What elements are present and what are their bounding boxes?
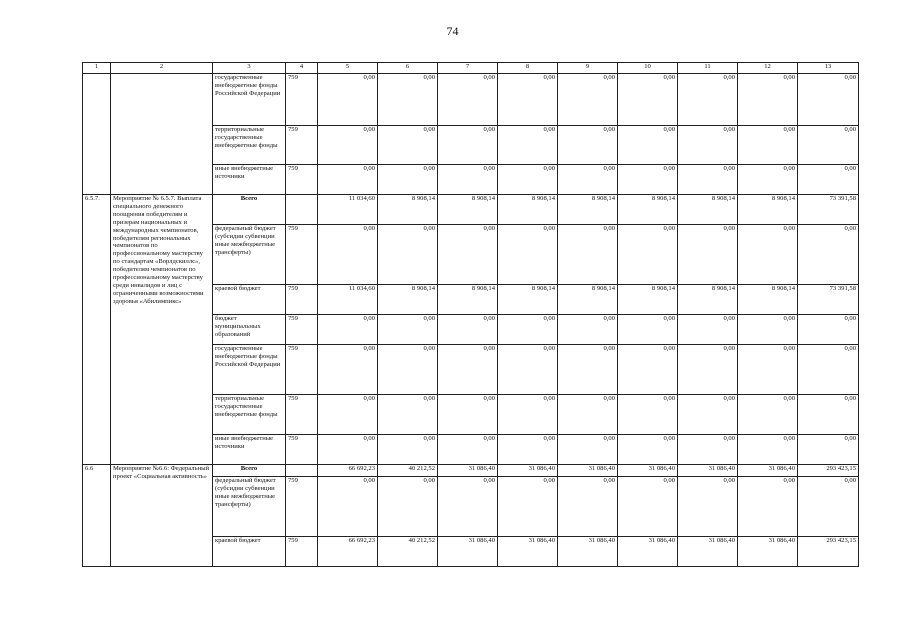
amount-cell: 66 692,23: [318, 465, 378, 477]
amount-cell: 0,00: [558, 395, 618, 435]
amount-cell: 0,00: [798, 435, 859, 465]
amount-cell: 293 423,15: [798, 465, 859, 477]
amount-cell: 0,00: [438, 74, 498, 126]
column-header: 1: [83, 63, 111, 74]
amount-cell: 0,00: [378, 225, 438, 285]
column-header: 4: [286, 63, 318, 74]
table-row: [83, 195, 859, 225]
amount-cell: 0,00: [798, 477, 859, 537]
admin-code: [286, 195, 318, 225]
amount-cell: 0,00: [318, 477, 378, 537]
amount-cell: 0,00: [618, 315, 678, 345]
admin-code: 759: [286, 74, 318, 126]
amount-cell: 0,00: [798, 315, 859, 345]
amount-cell: 0,00: [738, 477, 798, 537]
amount-cell: 0,00: [378, 435, 438, 465]
amount-cell: 0,00: [498, 435, 558, 465]
amount-cell: 0,00: [378, 126, 438, 165]
amount-cell: 0,00: [558, 477, 618, 537]
amount-cell: 0,00: [738, 395, 798, 435]
amount-cell: 0,00: [498, 225, 558, 285]
amount-cell: 8 908,14: [498, 195, 558, 225]
amount-cell: 0,00: [558, 126, 618, 165]
amount-cell: 0,00: [738, 225, 798, 285]
amount-cell: 0,00: [318, 315, 378, 345]
amount-cell: 0,00: [498, 126, 558, 165]
admin-code: 759: [286, 126, 318, 165]
admin-code: 759: [286, 165, 318, 195]
amount-cell: 0,00: [618, 126, 678, 165]
admin-code: 759: [286, 315, 318, 345]
amount-cell: 0,00: [678, 74, 738, 126]
admin-code: 759: [286, 395, 318, 435]
amount-cell: 0,00: [498, 74, 558, 126]
column-header: 6: [378, 63, 438, 74]
amount-cell: 0,00: [438, 477, 498, 537]
amount-cell: 0,00: [798, 74, 859, 126]
amount-cell: 0,00: [558, 435, 618, 465]
amount-cell: 40 212,52: [378, 465, 438, 477]
amount-cell: 0,00: [378, 345, 438, 395]
funding-source: краевой бюджет: [213, 285, 286, 315]
amount-cell: 293 423,15: [798, 537, 859, 567]
amount-cell: 31 086,40: [498, 465, 558, 477]
admin-code: 759: [286, 225, 318, 285]
amount-cell: 0,00: [618, 395, 678, 435]
amount-cell: 0,00: [438, 225, 498, 285]
amount-cell: 0,00: [318, 126, 378, 165]
amount-cell: 8 908,14: [618, 195, 678, 225]
amount-cell: 0,00: [798, 395, 859, 435]
amount-cell: 31 086,40: [618, 465, 678, 477]
amount-cell: 0,00: [438, 345, 498, 395]
amount-cell: 0,00: [318, 435, 378, 465]
admin-code: [286, 465, 318, 477]
amount-cell: 8 908,14: [618, 285, 678, 315]
amount-cell: 0,00: [498, 345, 558, 395]
amount-cell: 31 086,40: [438, 465, 498, 477]
column-header: 2: [111, 63, 213, 74]
amount-cell: 0,00: [678, 395, 738, 435]
amount-cell: 0,00: [438, 315, 498, 345]
amount-cell: 0,00: [738, 165, 798, 195]
amount-cell: 11 034,60: [318, 285, 378, 315]
funding-source: государственные внебюджетные фонды Российской Федерации: [213, 74, 286, 126]
column-header: 5: [318, 63, 378, 74]
column-header: 8: [498, 63, 558, 74]
amount-cell: 0,00: [498, 315, 558, 345]
funding-source: Всего: [213, 195, 286, 225]
amount-cell: 0,00: [678, 225, 738, 285]
column-header: 7: [438, 63, 498, 74]
amount-cell: 31 086,40: [558, 537, 618, 567]
budget-table: [82, 62, 859, 567]
amount-cell: 0,00: [618, 165, 678, 195]
table-row: [83, 74, 859, 126]
amount-cell: 0,00: [618, 477, 678, 537]
amount-cell: 0,00: [318, 165, 378, 195]
funding-source: территориальные государственные внебюджетные фонды: [213, 126, 286, 165]
amount-cell: 8 908,14: [498, 285, 558, 315]
amount-cell: 31 086,40: [678, 465, 738, 477]
amount-cell: 0,00: [318, 74, 378, 126]
amount-cell: 0,00: [378, 74, 438, 126]
amount-cell: 8 908,14: [438, 285, 498, 315]
amount-cell: 31 086,40: [738, 465, 798, 477]
amount-cell: 8 908,14: [378, 285, 438, 315]
amount-cell: 0,00: [618, 225, 678, 285]
amount-cell: 0,00: [558, 345, 618, 395]
amount-cell: 0,00: [378, 165, 438, 195]
amount-cell: 0,00: [378, 477, 438, 537]
page-number: 74: [446, 24, 459, 38]
amount-cell: 66 692,23: [318, 537, 378, 567]
item-name: Мероприятие №6.6: Федеральный проект «Социальная активность»: [111, 465, 213, 567]
amount-cell: 0,00: [678, 315, 738, 345]
column-header: 12: [738, 63, 798, 74]
column-number-row: [83, 63, 859, 74]
amount-cell: 0,00: [798, 345, 859, 395]
column-header: 13: [798, 63, 859, 74]
amount-cell: 0,00: [678, 126, 738, 165]
amount-cell: 0,00: [678, 477, 738, 537]
amount-cell: 0,00: [798, 126, 859, 165]
amount-cell: 31 086,40: [498, 537, 558, 567]
amount-cell: 0,00: [438, 126, 498, 165]
amount-cell: 31 086,40: [558, 465, 618, 477]
column-header: 3: [213, 63, 286, 74]
funding-source: государственные внебюджетные фонды Российской Федерации: [213, 345, 286, 395]
funding-source: территориальные государственные внебюджетные фонды: [213, 395, 286, 435]
admin-code: 759: [286, 477, 318, 537]
amount-cell: 31 086,40: [438, 537, 498, 567]
amount-cell: 0,00: [498, 395, 558, 435]
amount-cell: 0,00: [318, 225, 378, 285]
amount-cell: 8 908,14: [558, 195, 618, 225]
amount-cell: 40 212,52: [378, 537, 438, 567]
column-header: 11: [678, 63, 738, 74]
amount-cell: 0,00: [318, 345, 378, 395]
amount-cell: 0,00: [438, 165, 498, 195]
item-code: [83, 74, 111, 195]
amount-cell: 31 086,40: [738, 537, 798, 567]
admin-code: 759: [286, 435, 318, 465]
amount-cell: 0,00: [798, 225, 859, 285]
item-code: 6.6: [83, 465, 111, 567]
budget-body: [83, 74, 859, 567]
funding-source: федеральный бюджет (субсидии субвенции иные межбюджетные трансферты): [213, 477, 286, 537]
admin-code: 759: [286, 285, 318, 315]
column-header: 10: [618, 63, 678, 74]
admin-code: 759: [286, 537, 318, 567]
amount-cell: 0,00: [738, 315, 798, 345]
amount-cell: 0,00: [678, 165, 738, 195]
amount-cell: 0,00: [378, 395, 438, 435]
funding-source: бюджет муниципальных образований: [213, 315, 286, 345]
amount-cell: 0,00: [738, 345, 798, 395]
column-header: 9: [558, 63, 618, 74]
amount-cell: 0,00: [738, 126, 798, 165]
amount-cell: 0,00: [378, 315, 438, 345]
amount-cell: 0,00: [438, 395, 498, 435]
amount-cell: 8 908,14: [558, 285, 618, 315]
amount-cell: 0,00: [498, 477, 558, 537]
amount-cell: 31 086,40: [618, 537, 678, 567]
item-name: Мероприятие № 6.5.7. Выплата специального денежного поощрения победителям и призерам национальных и международных чемпионатов, победителям региональных чемпионатов по профессиональному мастерству по стандартам «Ворлдскиллс», победителям чемпионатов по профессиональному мастерству среди инвалидов и лиц с ограниченными возможностями здоровья «Абилимпикс»: [111, 195, 213, 465]
amount-cell: 0,00: [618, 345, 678, 395]
amount-cell: 8 908,14: [738, 285, 798, 315]
funding-source: иные внебюджетные источники: [213, 165, 286, 195]
amount-cell: 8 908,14: [378, 195, 438, 225]
amount-cell: 0,00: [558, 315, 618, 345]
funding-source: федеральный бюджет (субсидии субвенции иные межбюджетные трансферты): [213, 225, 286, 285]
amount-cell: 0,00: [618, 435, 678, 465]
amount-cell: 0,00: [738, 74, 798, 126]
amount-cell: 31 086,40: [678, 537, 738, 567]
amount-cell: 0,00: [558, 74, 618, 126]
item-code: 6.5.7.: [83, 195, 111, 465]
amount-cell: 11 034,60: [318, 195, 378, 225]
amount-cell: 8 908,14: [438, 195, 498, 225]
funding-source: Всего: [213, 465, 286, 477]
amount-cell: 0,00: [558, 165, 618, 195]
amount-cell: 0,00: [558, 225, 618, 285]
funding-source: иные внебюджетные источники: [213, 435, 286, 465]
amount-cell: 0,00: [798, 165, 859, 195]
amount-cell: 73 391,58: [798, 285, 859, 315]
amount-cell: 8 908,14: [678, 195, 738, 225]
table-row: [83, 465, 859, 477]
amount-cell: 0,00: [678, 435, 738, 465]
funding-source: краевой бюджет: [213, 537, 286, 567]
amount-cell: 0,00: [318, 395, 378, 435]
amount-cell: 0,00: [438, 435, 498, 465]
amount-cell: 0,00: [498, 165, 558, 195]
amount-cell: 73 391,58: [798, 195, 859, 225]
amount-cell: 0,00: [678, 345, 738, 395]
amount-cell: 8 908,14: [678, 285, 738, 315]
admin-code: 759: [286, 345, 318, 395]
amount-cell: 8 908,14: [738, 195, 798, 225]
amount-cell: 0,00: [618, 74, 678, 126]
item-name: [111, 74, 213, 195]
amount-cell: 0,00: [738, 435, 798, 465]
